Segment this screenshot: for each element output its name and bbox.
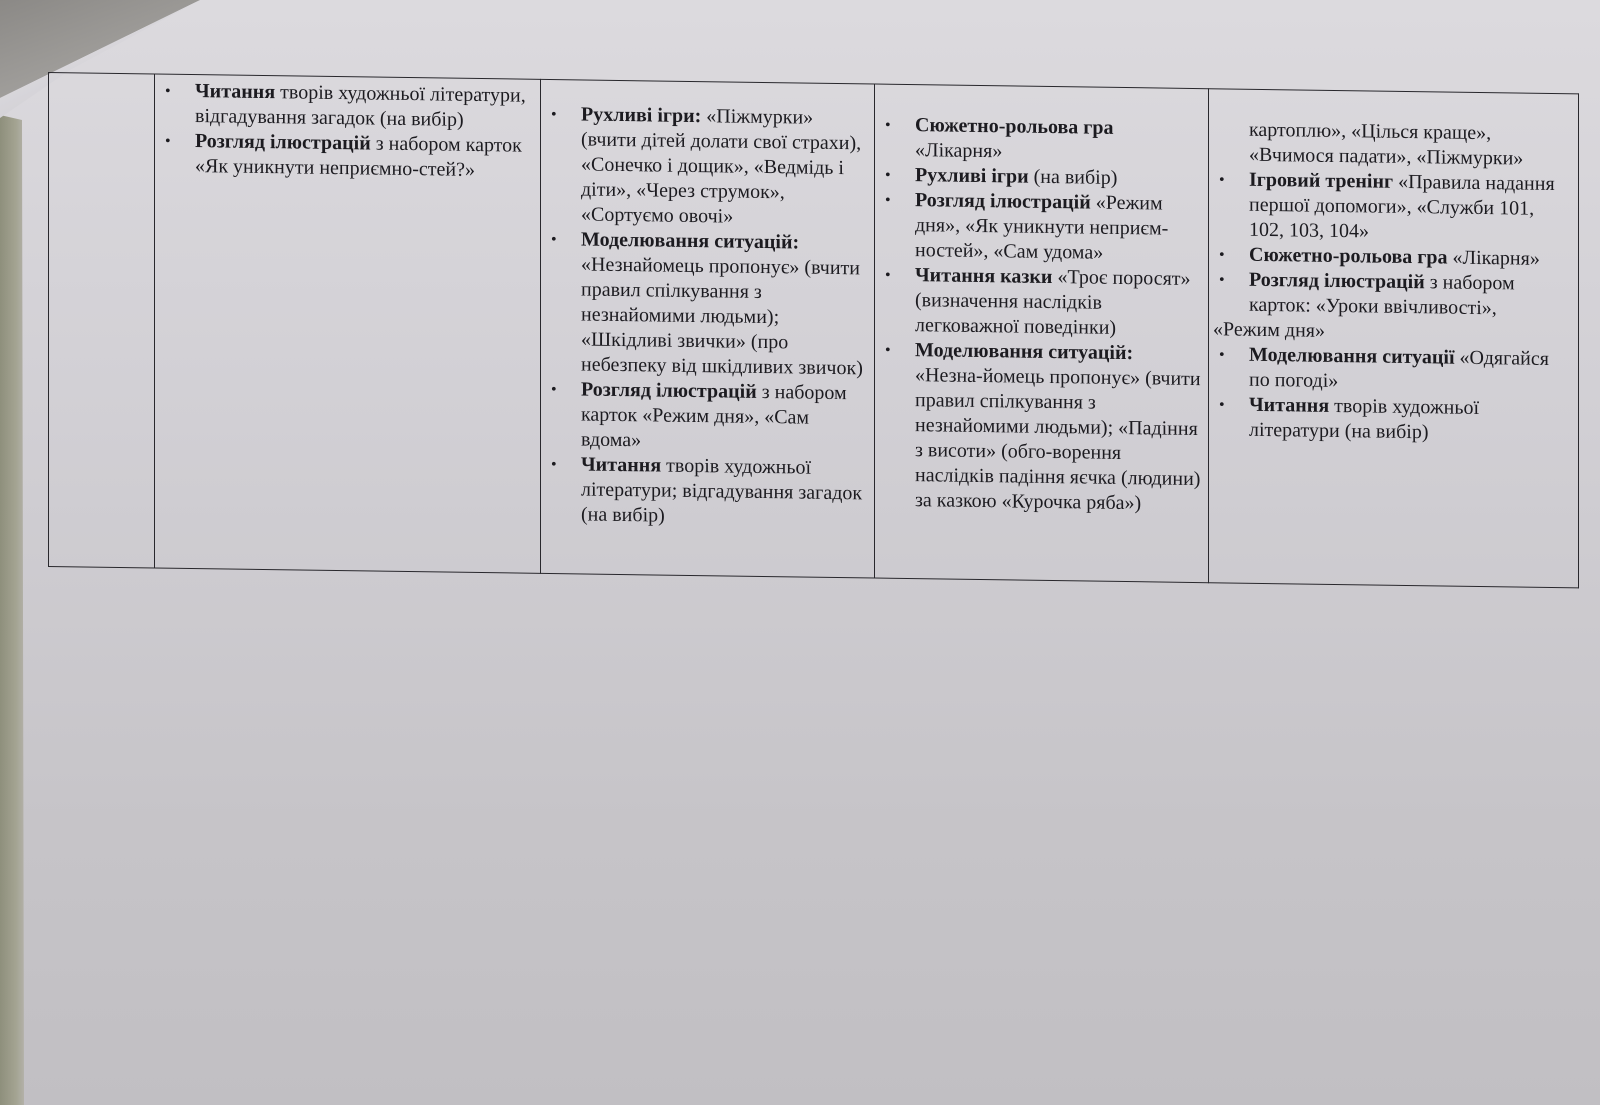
item-label: Читання казки (915, 264, 1053, 289)
item-text: «Незнайомець пропонує» (вчити правил спілкування з незнайомими людьми); «Шкідливі звички» (про небезпеку від шкідливих звичок) (581, 253, 863, 380)
item-label: Сюжетно-рольова гра (1249, 243, 1448, 269)
bullet-icon: • (551, 231, 557, 249)
item-label: Розгляд ілюстрацій (195, 130, 371, 155)
item-text: «Незна-йомець пропонує» (вчити правил спілкування з незнайомими людьми); «Падіння з висоти» (обго-ворення наслідків падіння яєчка (людини) за казкою «Курочка ряба») (915, 364, 1201, 515)
item-label: Сюжетно-рольова гра (915, 114, 1114, 139)
table-cell-col3 (541, 79, 875, 578)
item-text-continued: «Режим дня» (1213, 318, 1325, 342)
item-text: творів художньої літератури, відгадування загадок (на вибір) (195, 81, 526, 131)
list-item (1213, 167, 1572, 247)
bullet-icon: • (885, 191, 891, 209)
item-text: «Одягайся по погоді» (1249, 346, 1549, 393)
bullet-icon: • (885, 266, 891, 284)
continued-text: картоплю», «Цілься краще», «Вчимося падати», «Піжмурки» (1249, 118, 1524, 170)
list-item (1213, 342, 1572, 397)
item-text: «Режим дня», «Як уникнути неприєм-ностей», «Сам удома» (915, 191, 1169, 264)
list-item (545, 377, 868, 457)
item-text: з набором карток «Як уникнути неприємно-стей?» (195, 132, 522, 181)
item-label: Читання (1249, 393, 1330, 417)
bullet-icon: • (1219, 396, 1225, 414)
item-text: з набором карток: «Уроки ввічливості», (1249, 271, 1515, 320)
bullet-icon: • (1219, 246, 1225, 264)
item-text: «Лікарня» (915, 139, 1003, 163)
list-item (879, 263, 1202, 343)
list-item (1213, 392, 1572, 447)
item-text: «Лікарня» (1447, 246, 1540, 270)
table-cell-col5 (1209, 89, 1579, 588)
item-label: Рухливі ігри: (581, 103, 702, 128)
table-cell-col4 (875, 84, 1209, 583)
list-item (545, 102, 868, 232)
table-row (49, 73, 1579, 588)
table-cell-col2 (155, 74, 541, 573)
bullet-icon: • (885, 166, 891, 184)
list-item (159, 129, 534, 184)
list-item (159, 79, 534, 134)
item-label: Розгляд ілюстрацій (581, 378, 757, 403)
item-label: Розгляд ілюстрацій (915, 189, 1091, 214)
bullet-icon: • (551, 456, 557, 474)
bullet-list (1213, 167, 1572, 447)
list-item (545, 452, 868, 532)
item-label: Ігровий тренінг (1249, 168, 1394, 193)
list-item (879, 188, 1202, 268)
bullet-list (159, 79, 534, 184)
bullet-icon: • (885, 116, 891, 134)
item-label: Моделювання ситуації (1249, 343, 1455, 369)
bullet-icon: • (1219, 271, 1225, 289)
bullet-icon: • (1219, 346, 1225, 364)
bullet-icon: • (885, 341, 891, 359)
bullet-list (879, 113, 1202, 518)
item-text: «Піжмурки» (вчити дітей долати свої страхи), «Сонечко і дощик», «Ведмідь і діти», «Через струмок», «Сортуємо овочі» (581, 105, 862, 228)
list-item (879, 113, 1202, 168)
item-text: «Правила надання першої допомоги», «Служби 101, 102, 103, 104» (1249, 170, 1555, 243)
list-item (1213, 267, 1572, 347)
bullet-icon: • (1219, 171, 1225, 189)
item-label: Моделювання ситуацій: (915, 339, 1134, 365)
item-text: творів художньої літератури (на вибір) (1249, 394, 1480, 444)
bullet-icon: • (551, 381, 557, 399)
list-item (879, 338, 1202, 518)
item-text: творів художньої літератури; відгадування загадок (на вибір) (581, 454, 863, 527)
item-text: (на вибір) (1028, 165, 1118, 189)
bullet-list (545, 102, 868, 532)
item-label: Читання (581, 453, 662, 477)
bullet-icon: • (551, 106, 557, 124)
bullet-icon: • (165, 132, 171, 150)
item-label: Рухливі ігри (915, 164, 1029, 188)
item-text: з набором карток «Режим дня», «Сам вдома» (581, 380, 847, 452)
list-item (545, 227, 868, 382)
item-text: «Троє поросят» (визначення наслідків легковажної поведінки) (915, 266, 1191, 339)
table-cell-empty (49, 73, 155, 568)
item-label: Розгляд ілюстрацій (1249, 268, 1425, 294)
item-label: Читання (195, 80, 276, 104)
bullet-icon: • (165, 82, 171, 100)
activities-table (48, 72, 1579, 588)
item-label: Моделювання ситуацій: (581, 228, 800, 254)
